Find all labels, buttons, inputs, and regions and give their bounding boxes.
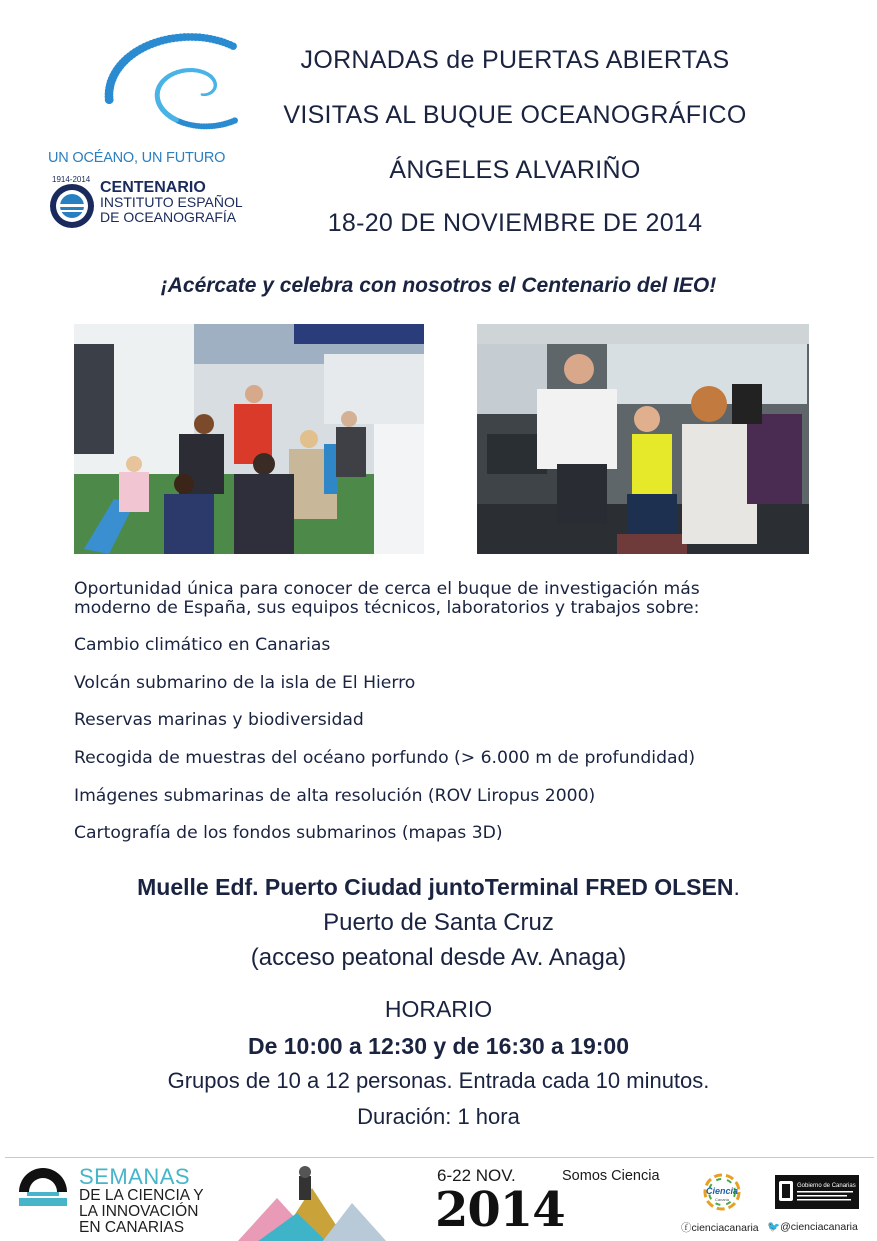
topic-item: Cartografía de los fondos submarinos (mapas 3D) [74, 823, 503, 843]
schedule-hours: De 10:00 a 12:30 y de 16:30 a 19:00 [247, 1033, 630, 1059]
invitation-text: ¡Acércate y celebra con nosotros el Centenario del IEO! [160, 274, 717, 297]
gobierno-logo-text: Gobierno de Canarias [797, 1183, 856, 1189]
ocean-spiral-logo [48, 28, 238, 143]
topic-item: Volcán submarino de la isla de El Hierro [74, 673, 416, 693]
topic-item: Imágenes submarinas de alta resolución (ROV Liropus 2000) [74, 786, 596, 806]
ship-name: ÁNGELES ALVARIÑO [389, 156, 641, 184]
location-title [0, 874, 877, 901]
spiral-dot [229, 42, 236, 49]
intro-line-2: moderno de España, sus equipos técnicos, laboratorios y trabajos sobre: [74, 598, 700, 618]
location-access: (acceso peatonal desde Av. Anaga) [250, 944, 627, 971]
intro-line-1: Oportunidad única para conocer de cerca el buque de investigación más [74, 579, 700, 599]
event-subtitle: VISITAS AL BUQUE OCEANOGRÁFICO [283, 101, 747, 129]
ship-bridge-photo [477, 324, 809, 554]
year-label: 2014 [435, 1182, 565, 1238]
deck-visitors-photo [74, 324, 424, 554]
ieo-centenario: CENTENARIO [100, 179, 206, 196]
spiral-dot [201, 93, 203, 95]
ciencia-logo-word: Ciencia [705, 1186, 739, 1196]
topic-item: Cambio climático en Canarias [74, 635, 331, 655]
topic-item: Recogida de muestras del océano porfundo (> 6.000 m de profundidad) [74, 748, 696, 768]
semanas-line-1: DE LA CIENCIA Y [79, 1187, 204, 1204]
ciencia-logo-sub: Canaria [714, 1197, 730, 1202]
location-port: Puerto de Santa Cruz [323, 909, 554, 936]
ieo-institute: INSTITUTO ESPAÑOL [100, 194, 243, 210]
twitter-icon: 🐦 [767, 1221, 781, 1233]
schedule-groups: Grupos de 10 a 12 personas. Entrada cada 10 minutos. [167, 1068, 710, 1093]
logo-tagline: UN OCÉANO, UN FUTURO [48, 150, 226, 166]
ieo-oceanography: DE OCEANOGRAFÍA [100, 209, 237, 225]
schedule-duration: Duración: 1 hora [357, 1104, 520, 1129]
ieo-years: 1914-2014 [52, 175, 91, 184]
decorative-art-image [237, 1158, 387, 1241]
semanas-line-3: EN CANARIAS [79, 1219, 185, 1236]
location-period: . [733, 874, 740, 900]
event-title: JORNADAS de PUERTAS ABIERTAS [300, 46, 730, 74]
somos-ciencia-label: Somos Ciencia [562, 1168, 660, 1184]
facebook-icon: ⓕ [681, 1222, 692, 1234]
twitter-handle[interactable]: 🐦@cienciacanaria [767, 1221, 858, 1233]
semanas-ciencia-logo [17, 1168, 69, 1212]
topic-item: Reservas marinas y biodiversidad [74, 710, 364, 730]
ciencia-canaria-logo [697, 1172, 747, 1212]
facebook-handle[interactable]: ⓕcienciacanaria [681, 1222, 759, 1234]
footer-banner [5, 1157, 874, 1241]
location-dock: Muelle Edf. Puerto Ciudad juntoTerminal FRED OLSEN [137, 874, 734, 900]
event-dates: 18-20 DE NOVIEMBRE DE 2014 [327, 209, 703, 237]
gobierno-canarias-logo [775, 1175, 859, 1209]
semanas-title: SEMANAS [79, 1164, 191, 1189]
semanas-line-2: LA INNOVACIÓN [79, 1203, 199, 1220]
event-period: 6-22 NOV. [437, 1166, 516, 1185]
ieo-name [100, 180, 260, 225]
schedule-title: HORARIO [384, 996, 493, 1022]
